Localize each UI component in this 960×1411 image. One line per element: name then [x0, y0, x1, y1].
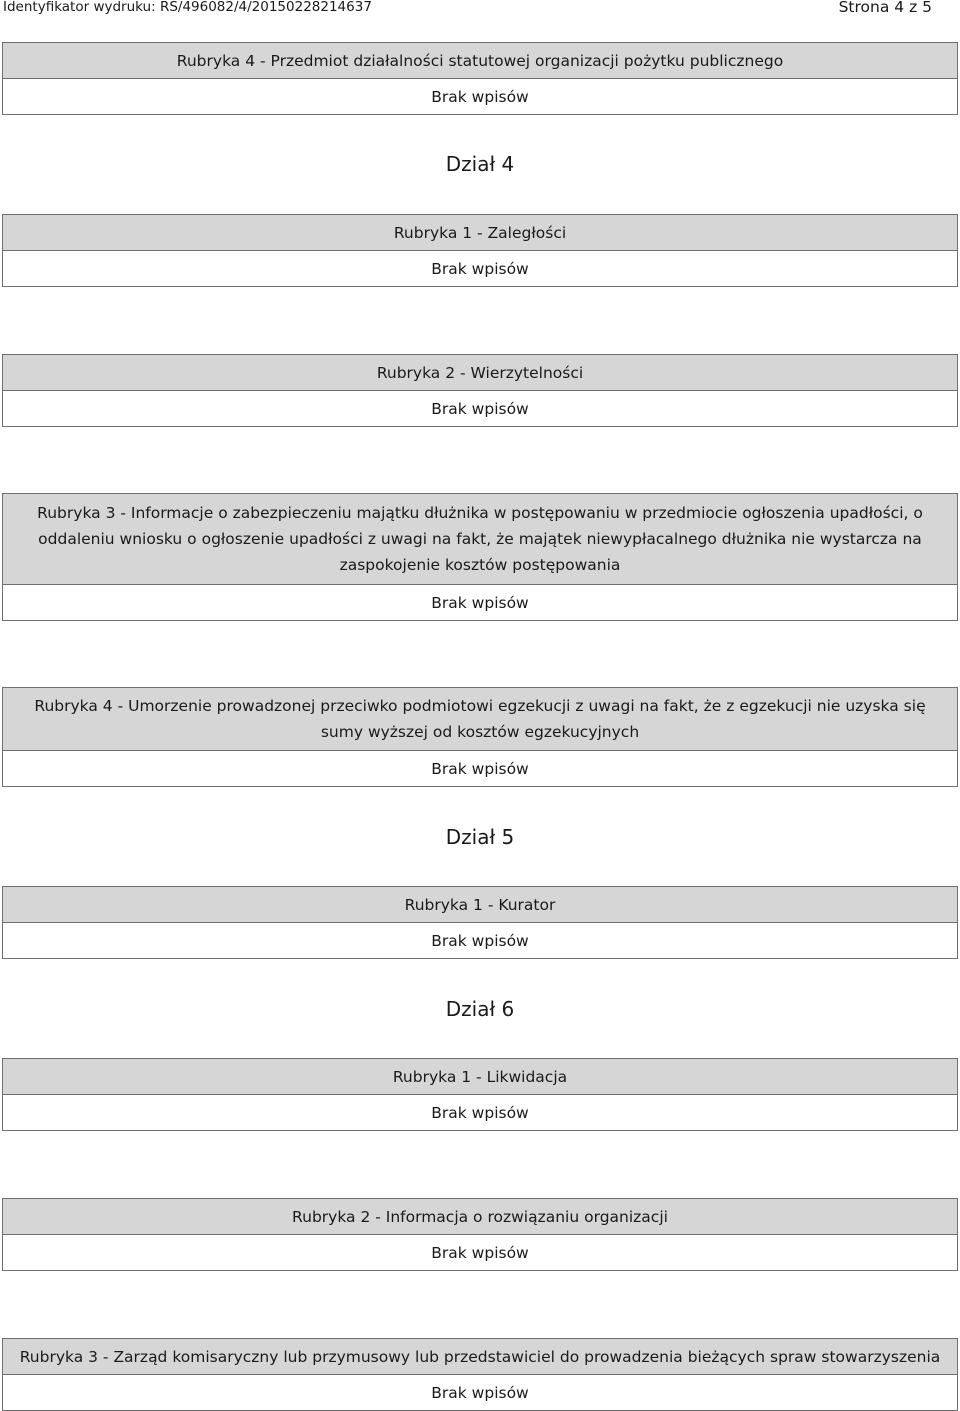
- rubric-block: [2, 214, 958, 287]
- rubric-block: [2, 354, 958, 427]
- print-identifier: Identyfikator wydruku: RS/496082/4/20150228214637: [3, 0, 372, 15]
- rubric-content: Brak wpisów: [3, 1235, 957, 1270]
- rubric-title: Rubryka 4 - Umorzenie prowadzonej przeciwko podmiotowi egzekucji z uwagi na fakt, że z egzekucji nie uzyska się sumy wyższej od kosztów egzekucyjnych: [3, 688, 957, 751]
- section-heading: Dział 6: [445, 997, 515, 1021]
- rubric-content: Brak wpisów: [3, 79, 957, 114]
- rubric-title: Rubryka 4 - Przedmiot działalności statutowej organizacji pożytku publicznego: [3, 43, 957, 79]
- rubric-title: Rubryka 2 - Wierzytelności: [3, 355, 957, 391]
- rubric-title: Rubryka 3 - Informacje o zabezpieczeniu majątku dłużnika w postępowaniu w przedmiocie ogłoszenia upadłości, o oddaleniu wniosku o ogłoszenie upadłości z uwagi na fakt, że majątek niewypłacalnego dłużnika nie wystarcza na zaspokojenie kosztów postępowania: [3, 494, 957, 585]
- rubric-block: [2, 1058, 958, 1131]
- rubric-content: Brak wpisów: [3, 751, 957, 786]
- rubric-content: Brak wpisów: [3, 251, 957, 286]
- section-heading: Dział 4: [445, 152, 515, 176]
- rubric-content: Brak wpisów: [3, 923, 957, 958]
- rubric-block: [2, 1198, 958, 1271]
- rubric-title: Rubryka 3 - Zarząd komisaryczny lub przymusowy lub przedstawiciel do prowadzenia bieżących spraw stowarzyszenia: [3, 1339, 957, 1375]
- rubric-title: Rubryka 1 - Zaległości: [3, 215, 957, 251]
- rubric-block: [2, 42, 958, 115]
- page-number: Strona 4 z 5: [838, 0, 932, 16]
- rubric-title: Rubryka 1 - Kurator: [3, 887, 957, 923]
- rubric-block: [2, 886, 958, 959]
- page-header: [0, 0, 960, 16]
- rubric-content: Brak wpisów: [3, 585, 957, 620]
- rubric-block: [2, 687, 958, 787]
- rubric-title: Rubryka 2 - Informacja o rozwiązaniu organizacji: [3, 1199, 957, 1235]
- rubric-content: Brak wpisów: [3, 1375, 957, 1410]
- rubric-block: [2, 1338, 958, 1411]
- section-heading: Dział 5: [445, 825, 515, 849]
- rubric-content: Brak wpisów: [3, 1095, 957, 1130]
- rubric-block: [2, 493, 958, 621]
- rubric-content: Brak wpisów: [3, 391, 957, 426]
- rubric-title: Rubryka 1 - Likwidacja: [3, 1059, 957, 1095]
